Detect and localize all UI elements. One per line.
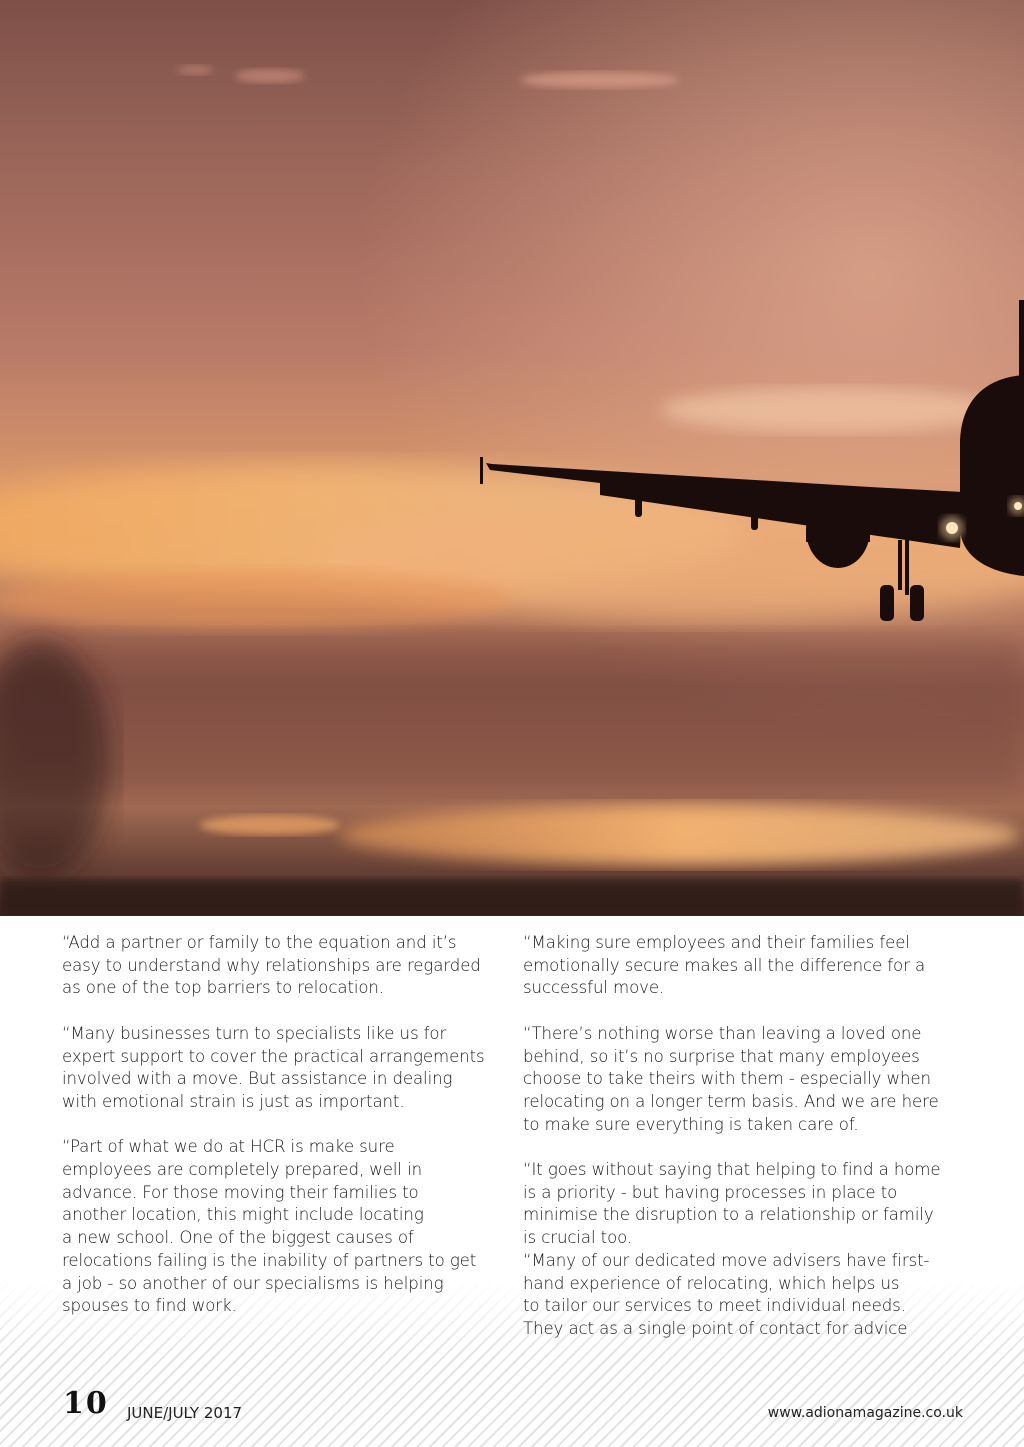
- issue-date: JUNE/JULY 2017: [127, 1404, 243, 1422]
- paragraph: “It goes without saying that helping to find a home is a priority - but having processes in place to minimise the disruption to a relationship or family is crucial too.: [523, 1160, 941, 1248]
- paragraph: “Add a partner or family to the equation and it’s easy to understand why relationships are regarded as one of the top barriers to relocation.: [62, 933, 481, 998]
- paragraph: “Part of what we do at HCR is make sure employees are completely prepared, well in advance. For those moving their families to another location, this might include locating a new school. One of the biggest causes of relocations failing is the inability of partners to get a job - so another of our specialisms is helping spouses to find work.: [62, 1137, 477, 1316]
- website-link[interactable]: www.adionamagazine.co.uk: [767, 1405, 963, 1421]
- article-left-column: [62, 932, 512, 1318]
- paragraph: “Many of our dedicated move advisers have first- hand experience of relocating, which helps us to tailor our services to meet individual needs. They act as a single point of contact for advice: [523, 1250, 930, 1338]
- paragraph: “Many businesses turn to specialists like us for expert support to cover the practical arrangements involved with a move. But assistance in dealing with emotional strain is just as important.: [62, 1023, 485, 1111]
- article-right-column: [523, 932, 975, 1341]
- paragraph: “Making sure employees and their families feel emotionally secure makes all the difference for a successful move.: [523, 933, 926, 998]
- paragraph: “There’s nothing worse than leaving a loved one behind, so it’s no surprise that many employees choose to take theirs with them - especially when relocating on a longer term basis. And we are here to make sure everything is taken care of.: [523, 1023, 939, 1134]
- page-number: 10: [63, 1386, 109, 1421]
